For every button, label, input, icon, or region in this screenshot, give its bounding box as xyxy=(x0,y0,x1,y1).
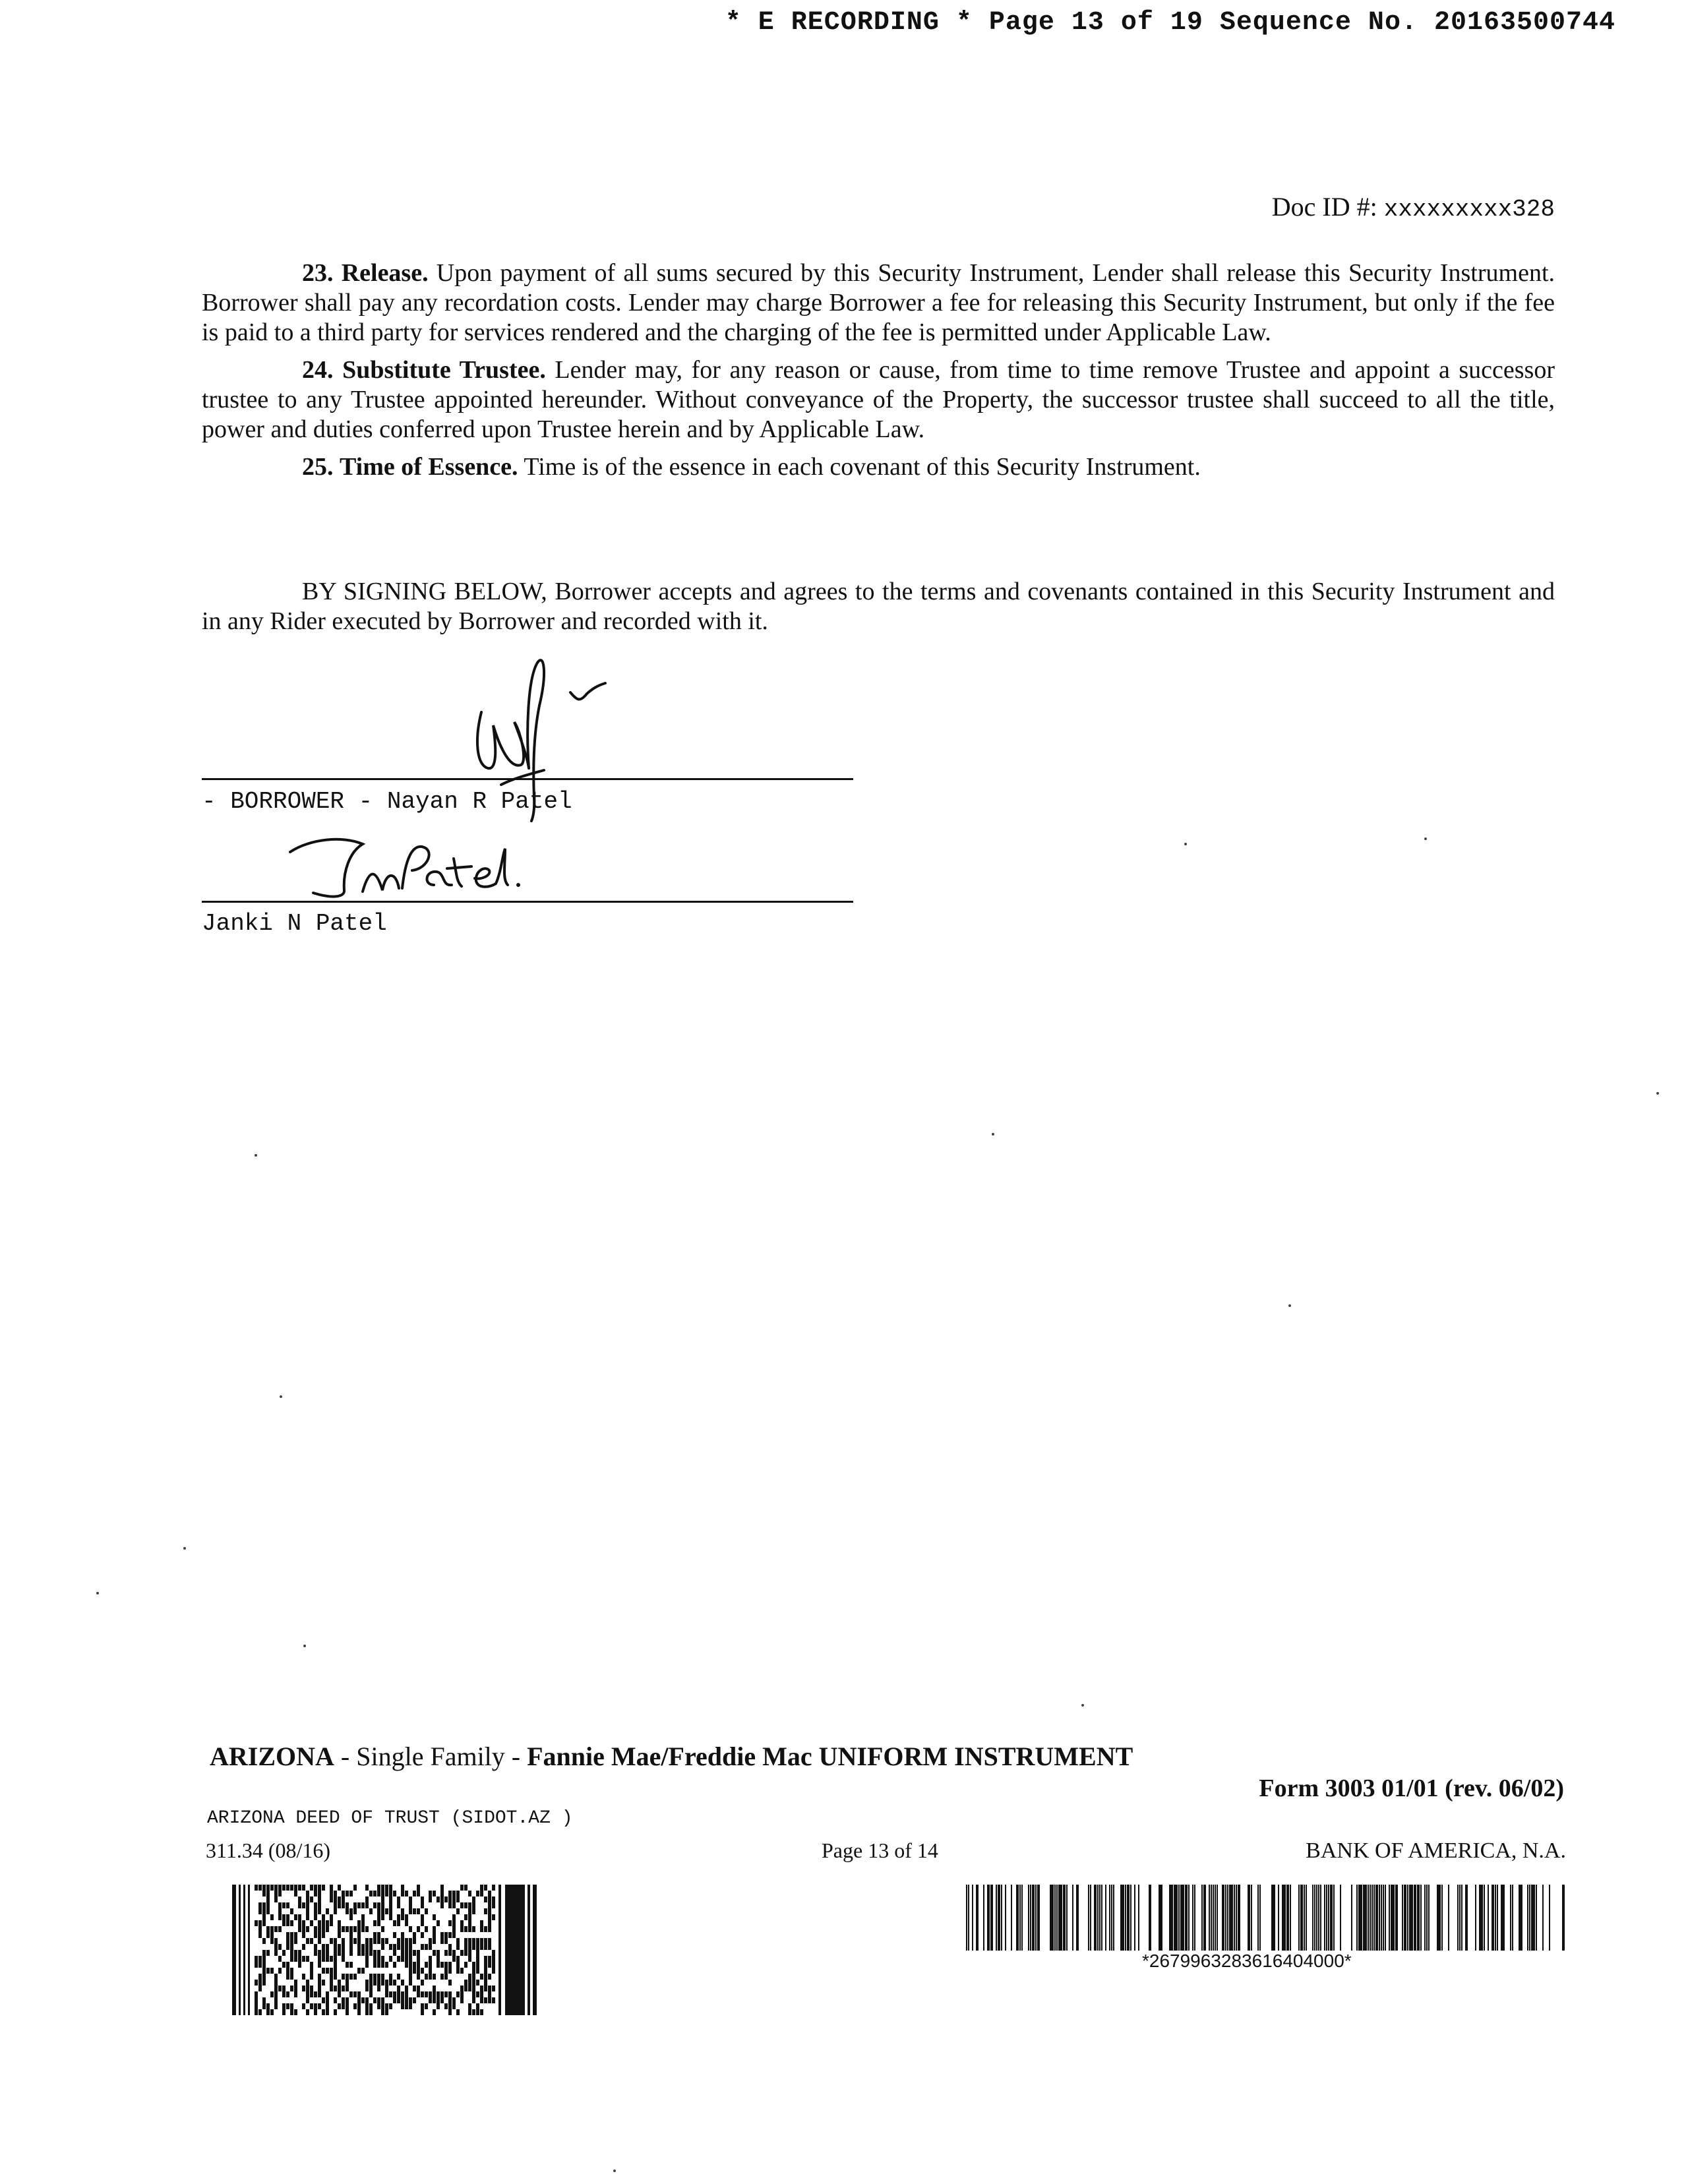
version-code: 311.34 (08/16) xyxy=(206,1838,331,1862)
section-text: Time is of the essence in each covenant of this Security Instrument. xyxy=(524,453,1201,481)
scan-speck xyxy=(1424,837,1427,840)
doc-id-value: xxxxxxxxx328 xyxy=(1383,196,1555,223)
doc-id-label: Doc ID #: xyxy=(1271,192,1377,222)
deed-label: ARIZONA DEED OF TRUST (SIDOT.AZ ) xyxy=(207,1808,573,1829)
footer-instrument-title xyxy=(210,1741,1133,1772)
bank-name: BANK OF AMERICA, N.A. xyxy=(1306,1838,1566,1863)
borrower-name-label: - BORROWER - Nayan R Patel xyxy=(202,788,572,815)
barcode-number: *2679963283616404000* xyxy=(1142,1951,1352,1971)
scan-speck xyxy=(1656,1092,1659,1095)
covenant-sections xyxy=(202,258,1555,490)
doc-id xyxy=(1272,191,1555,223)
section-25 xyxy=(202,452,1555,482)
page-number: Page 13 of 14 xyxy=(822,1838,938,1862)
footer-title-middle: - Single Family - xyxy=(334,1742,528,1771)
footer-state: ARIZONA xyxy=(210,1742,334,1771)
section-heading: Release. xyxy=(341,259,429,287)
section-text: Upon payment of all sums secured by this Security Instrument, Lender shall release this Security Instrument. Borrower shall pay any recordation costs. Lender may charge Borrower a fee for releasing this Security Instrument, but only if the fee is paid to a third party for services rendered and the charging of the fee is permitted under Applicable Law. xyxy=(202,259,1555,346)
borrower-name-label: Janki N Patel xyxy=(202,910,387,937)
section-23 xyxy=(202,258,1555,348)
scan-speck xyxy=(96,1592,99,1594)
borrower-signature-janki xyxy=(284,832,567,905)
section-number: 25. xyxy=(302,453,334,481)
recording-header: * E RECORDING * Page 13 of 19 Sequence No. 20163500744 xyxy=(725,8,1615,38)
scan-speck xyxy=(613,2169,616,2172)
section-number: 24. xyxy=(302,356,334,384)
scan-speck xyxy=(303,1645,306,1647)
scan-speck xyxy=(1184,843,1187,845)
form-number: Form 3003 01/01 (rev. 06/02) xyxy=(1259,1774,1564,1802)
section-24 xyxy=(202,355,1555,444)
scan-speck xyxy=(280,1395,282,1398)
section-heading: Substitute Trustee. xyxy=(342,356,546,384)
scan-speck xyxy=(1288,1304,1291,1307)
scan-speck xyxy=(255,1154,257,1157)
section-number: 23. xyxy=(302,259,334,287)
footer-title-end: Fannie Mae/Freddie Mac UNIFORM INSTRUMENT xyxy=(527,1742,1133,1771)
signing-statement-text: BY SIGNING BELOW, Borrower accepts and agrees to the terms and covenants contained in this Security Instrument and in any Rider executed by Borrower and recorded with it. xyxy=(202,578,1555,635)
signature-line xyxy=(202,778,853,780)
section-heading: Time of Essence. xyxy=(340,453,518,481)
section-text: Lender may, for any reason or cause, from time to time remove Trustee and appoint a successor trustee to any Trustee appointed hereunder. Without conveyance of the Property, the successor trustee shall succeed to all the title, power and duties conferred upon Trustee herein and by Applicable Law. xyxy=(202,356,1555,443)
scan-speck xyxy=(183,1547,186,1550)
linear-barcode xyxy=(964,1885,1568,1951)
scan-speck xyxy=(992,1133,994,1136)
pdf417-barcode xyxy=(232,1885,537,2015)
scan-speck xyxy=(1081,1704,1084,1707)
signing-statement xyxy=(202,577,1555,636)
signature-line xyxy=(202,901,853,903)
